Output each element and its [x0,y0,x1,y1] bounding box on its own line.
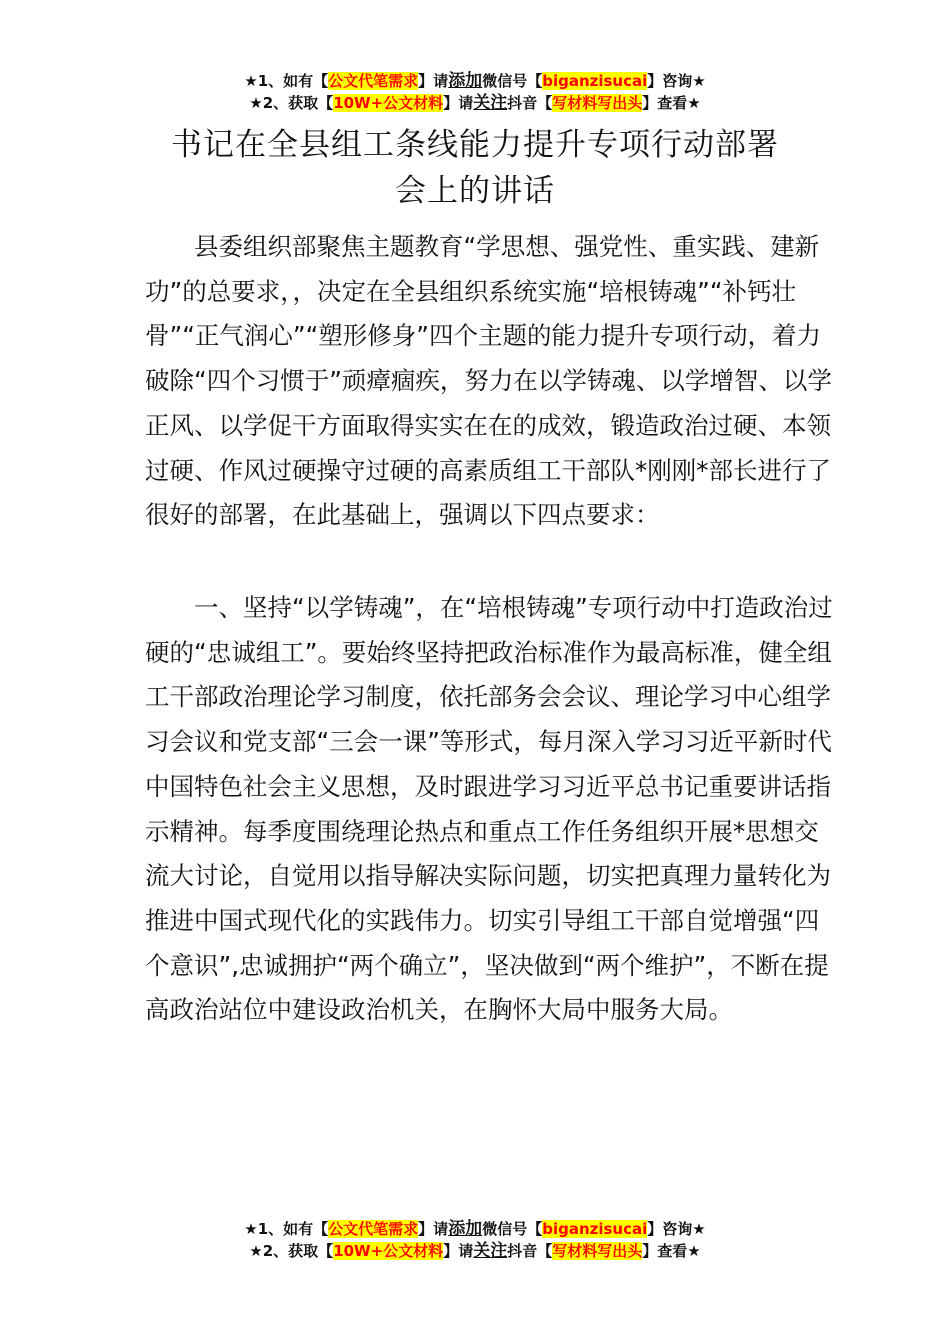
document-title [100,122,850,214]
highlight-materials: 10W+公文材料 [333,94,444,112]
body-section-intro [145,225,835,538]
highlight-materials: 10W+公文材料 [333,1242,444,1260]
highlight-service: 公文代笔需求 [328,1220,419,1238]
footer-line-1: ★1、如有【公文代笔需求】请添加微信号【biganzisucai】咨询★ [244,1219,706,1239]
highlight-wechat-id: biganzisucai [542,72,648,90]
body-section-point-one [145,586,835,1033]
title-line-1: 书记在全县组工条线能力提升专项行动部署 [171,127,779,163]
banner-line-2: ★2、获取【10W+公文材料】请关注抖音【写材料写出头】查看★ [249,93,701,113]
banner-line-1: ★1、如有【公文代笔需求】请添加微信号【biganzisucai】咨询★ [244,71,706,91]
highlight-douyin-id: 写材料写出头 [552,94,643,112]
highlight-wechat-id: biganzisucai [542,1220,648,1238]
highlight-douyin-id: 写材料写出头 [552,1242,643,1260]
highlight-service: 公文代笔需求 [328,72,419,90]
paragraph-intro: 县委组织部聚焦主题教育“学思想、强党性、重实践、建新功”的总要求，，决定在全县组织系统实施“培根铸魂”“补钙壮骨”“正气润心”“塑形修身”四个主题的能力提升专项行动，着力破除“四个习惯于”顽瘴痼疾，努力在以学铸魂、以学增智、以学正风、以学促干方面取得实实在在的成效，锻造政治过硬、本领过硬、作风过硬操守过硬的高素质组工干部队*刚刚*部长进行了很好的部署，在此基础上，强调以下四点要求： [145,232,832,530]
footer-banner [0,1218,950,1262]
title-line-2: 会上的讲话 [395,173,555,209]
paragraph-point-one: 一、坚持“以学铸魂”，在“培根铸魂”专项行动中打造政治过硬的“忠诚组工”。要始终坚持把政治标准作为最高标准，健全组工干部政治理论学习制度，依托部务会会议、理论学习中心组学习会议和党支部“三会一课”等形式，每月深入学习习近平新时代中国特色社会主义思想，及时跟进学习习近平总书记重要讲话指示精神。每季度围绕理论热点和重点工作任务组织开展*思想交流大讨论，自觉用以指导解决实际问题，切实把真理力量转化为推进中国式现代化的实践伟力。切实引导组工干部自觉增强“四个意识”,忠诚拥护“两个确立”，坚决做到“两个维护”，不断在提高政治站位中建设政治机关，在胸怀大局中服务大局。 [145,593,833,1025]
footer-line-2: ★2、获取【10W+公文材料】请关注抖音【写材料写出头】查看★ [249,1241,701,1261]
header-banner [0,70,950,114]
